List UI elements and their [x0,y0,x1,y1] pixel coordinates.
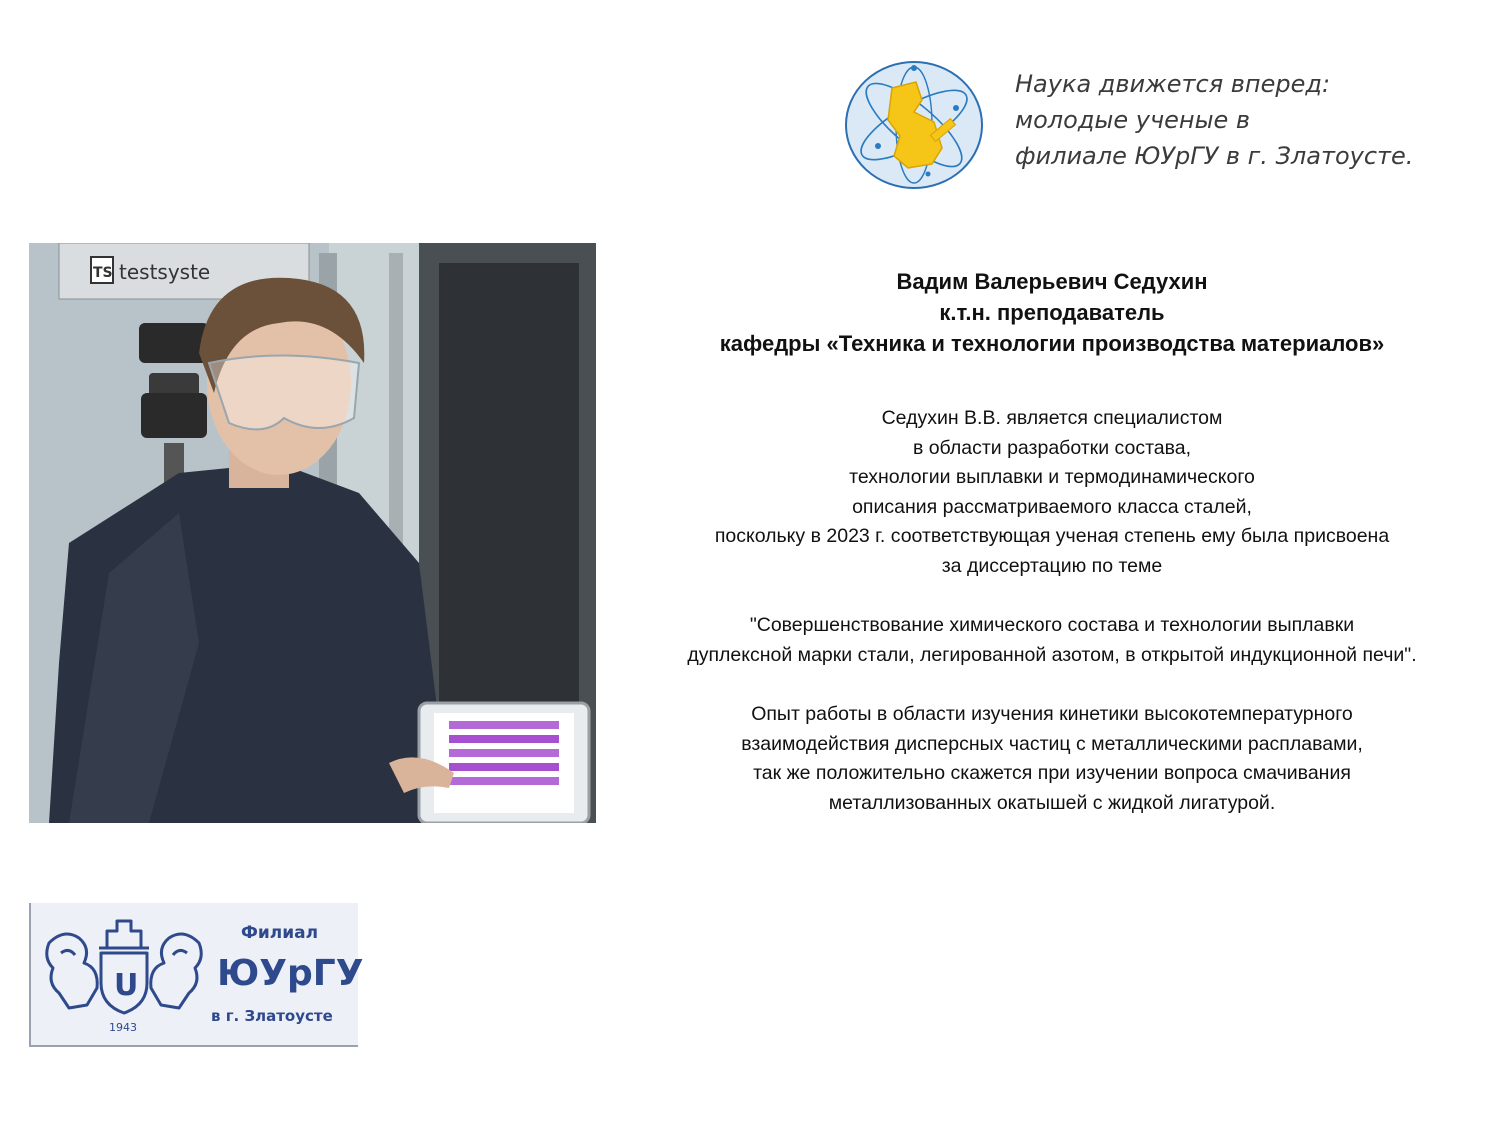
expertise-line: технологии выплавки и термодинамического [849,466,1255,489]
university-name: ЮУрГУ [217,953,364,994]
person-name: Вадим Валерьевич Седухин [896,269,1208,294]
experience-line: так же положительно скажется при изучении вопроса смачивания [753,762,1351,785]
experience-line: взаимодействия дисперсных частиц с металлическими расплавами, [741,732,1363,755]
tagline-line-1: Наука движется вперед: [1015,70,1331,98]
photo-brand-text: testsyste [119,260,211,284]
lion-emblem-icon [39,913,209,1037]
experience-paragraph [610,700,1494,818]
science-emblem-logo [844,60,984,190]
tagline-line-2: молодые ученые в [1015,106,1251,134]
expertise-line: описания рассматриваемого класса сталей, [852,495,1252,518]
experience-line: металлизованных окатышей с жидкой лигатурой. [828,791,1276,814]
emblem-letter: U [114,968,139,1003]
thesis-title [610,611,1494,670]
expertise-paragraph [610,404,1494,582]
person-department: кафедры «Техника и технологии производства материалов» [719,331,1385,356]
person-position: к.т.н. преподаватель [939,300,1165,325]
expertise-line: в области разработки состава, [912,436,1192,459]
tagline-line-3: филиале ЮУрГУ в г. Златоусте. [1015,142,1414,170]
emblem-year: 1943 [109,1021,137,1034]
experience-line: Опыт работы в области изучения кинетики высокотемпературного [751,702,1353,725]
thesis-line: "Совершенствование химического состава и технологии выплавки [749,614,1355,637]
photo-logo-mark: TS [93,265,113,281]
thesis-line: дуплексной марки стали, легированной азотом, в открытой индукционной печи". [687,643,1417,666]
researcher-photo [29,243,596,823]
expertise-line: Седухин В.В. является специалистом [881,407,1223,429]
expertise-line: за диссертацию по теме [941,554,1163,577]
header-tagline [1015,66,1485,174]
expertise-line: поскольку в 2023 г. соответствующая ученая степень ему была присвоена [714,525,1390,548]
branch-logo [29,903,364,1047]
branch-city: в г. Златоусте [211,1007,333,1025]
person-info [610,266,1494,818]
branch-label: Филиал [241,923,319,943]
